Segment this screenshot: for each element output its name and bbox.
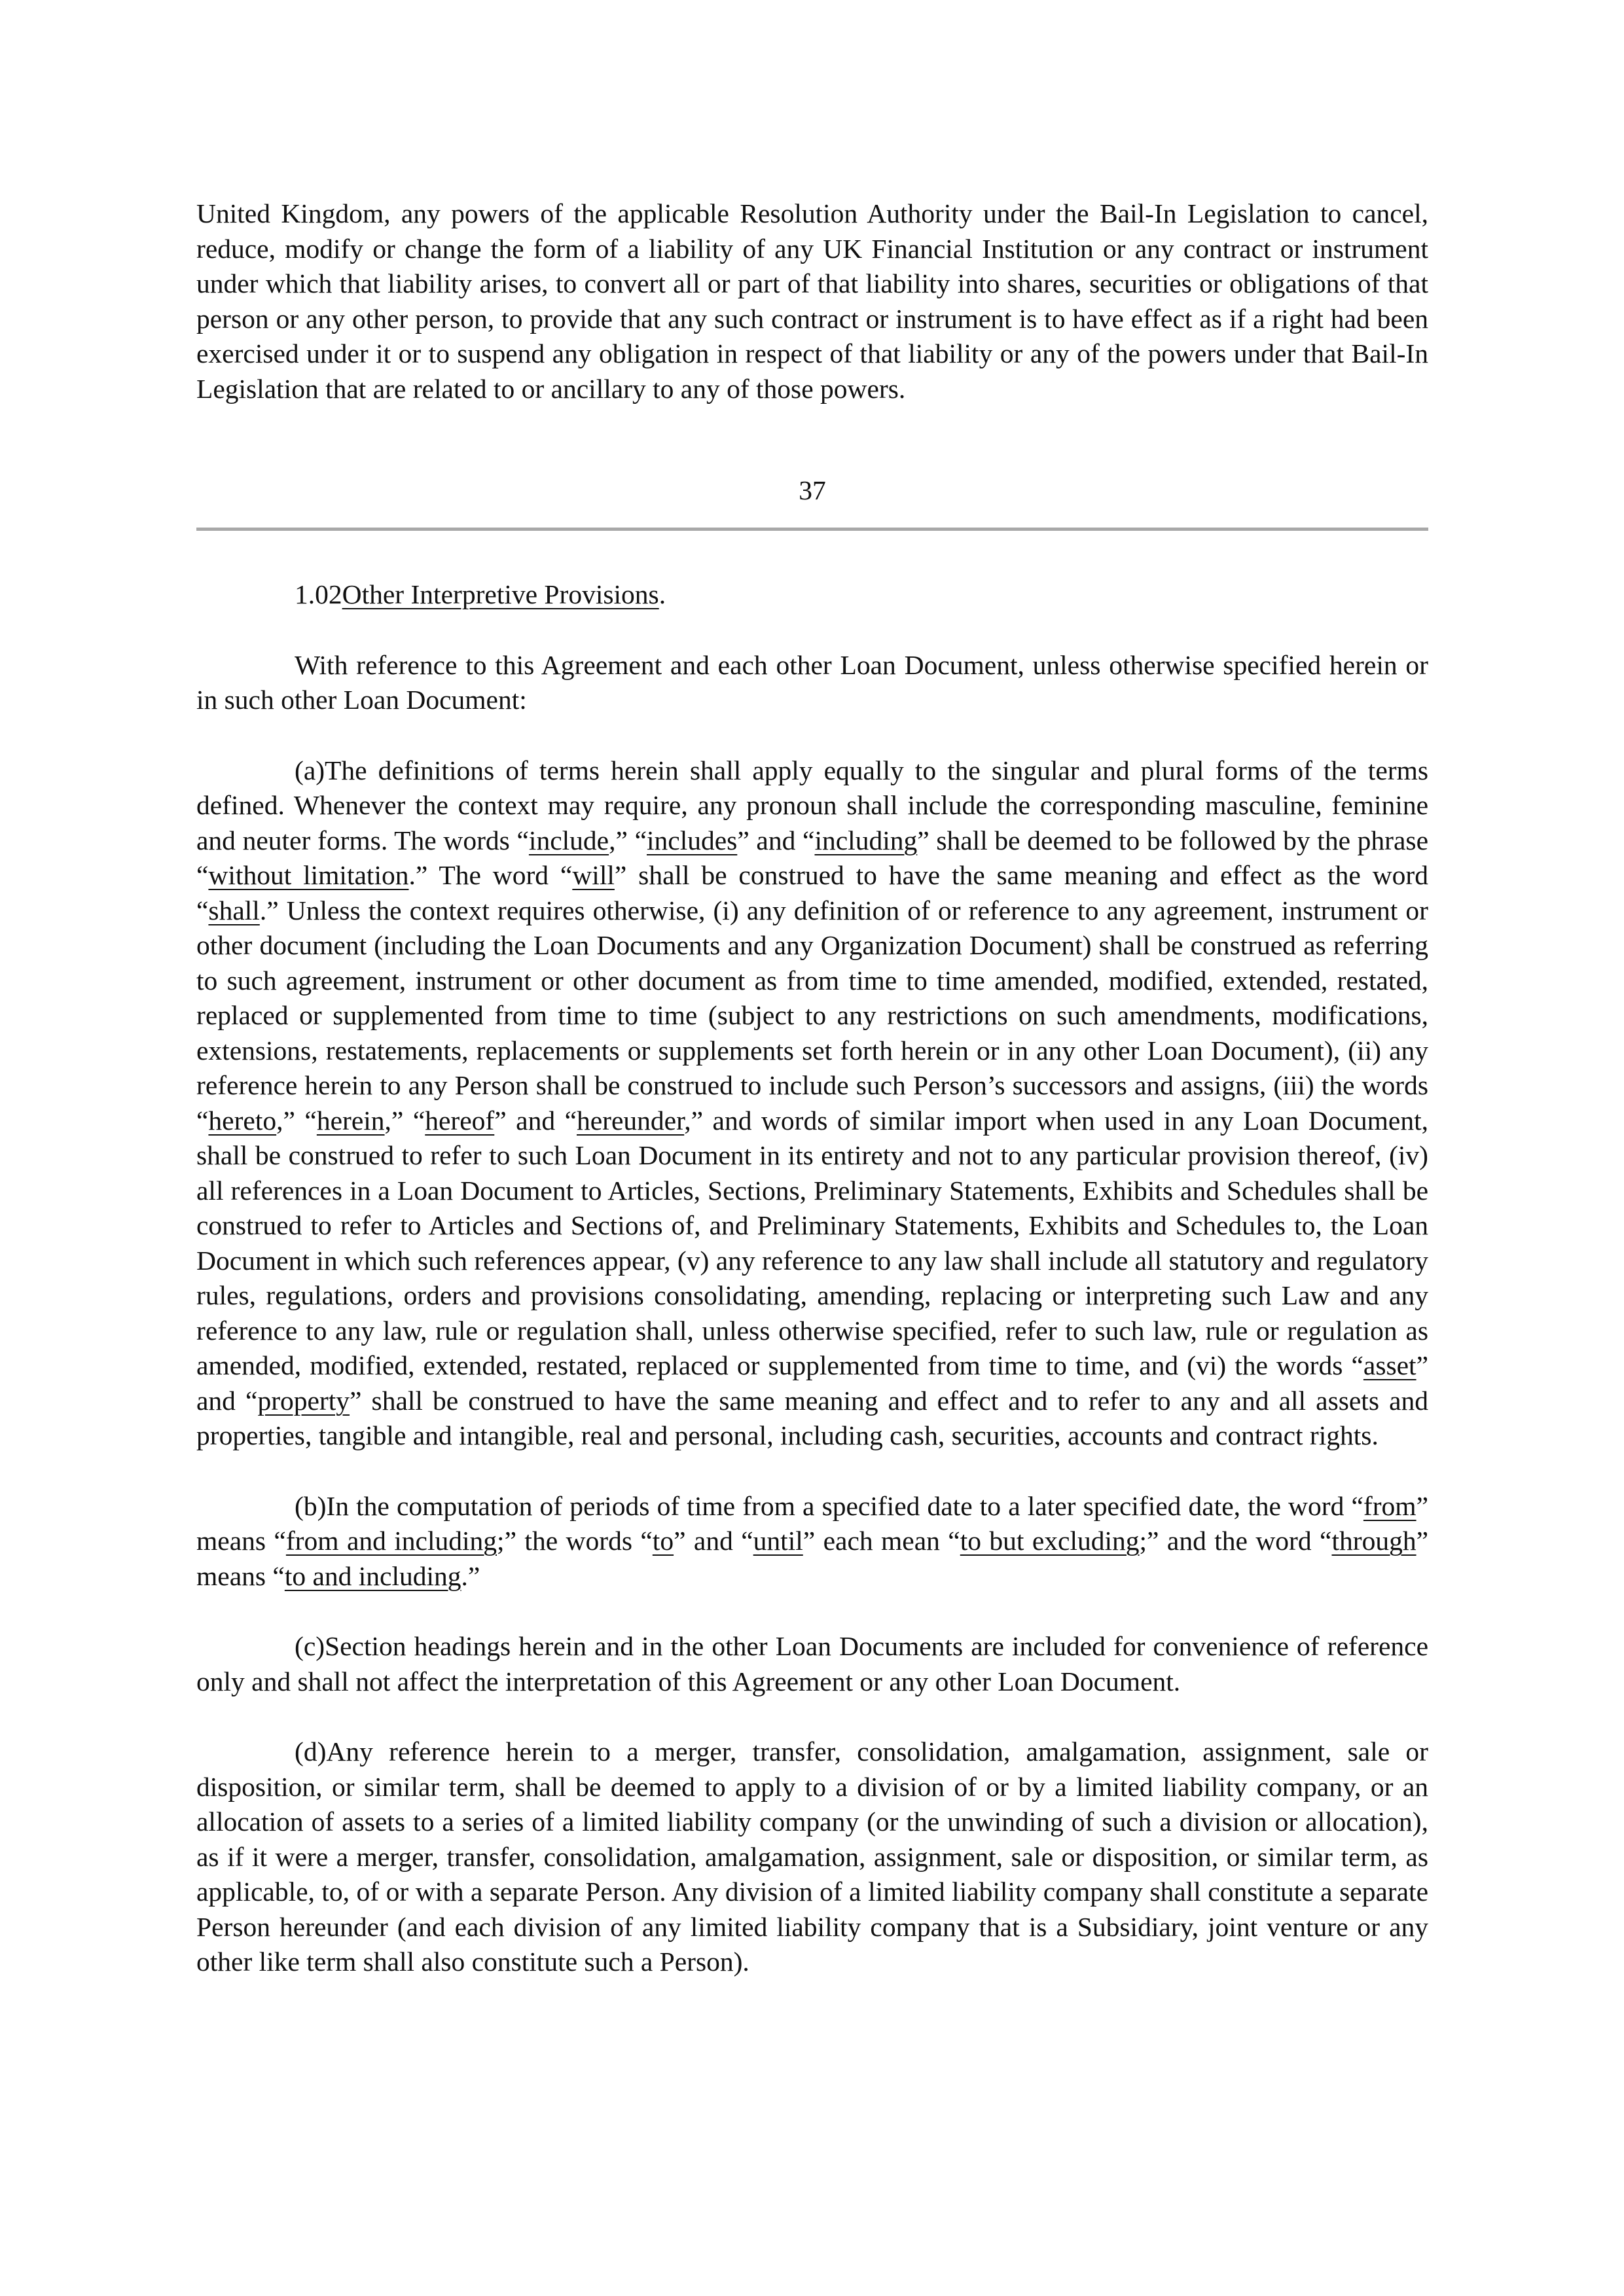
defined-term: from and including: [285, 1526, 497, 1556]
section-title: Other Interpretive Provisions: [342, 579, 659, 609]
defined-term: through: [1331, 1526, 1416, 1556]
defined-term: herein: [316, 1105, 385, 1136]
defined-term: property: [257, 1385, 350, 1416]
document-page: [196, 0, 1428, 2296]
clause-a: (a)The definitions of terms herein shall apply equally to the singular and plural forms of the terms defined. Whenever the context may require, any pronoun shall include the corresponding masculine, feminine and neuter forms. The words “include,” “includes” and “including” shall be deemed to be followed by the phrase “without limitation.” The word “will” shall be construed to have the same meaning and effect as the word “shall.” Unless the context requires otherwise, (i) any definition of or reference to any agreement, instrument or other document (including the Loan Documents and any Organization Document) shall be construed as referring to such agreement, instrument or other document as from time to time amended, modified, extended, restated, replaced or supplemented from time to time (subject to any restrictions on such amendments, modifications, extensions, restatements, replacements or supplements set forth herein or in any other Loan Document), (ii) any reference herein to any Person shall be construed to include such Person’s successors and assigns, (iii) the words “hereto,” “herein,” “hereof” and “hereunder,” and words of similar import when used in any Loan Document, shall be construed to refer to such Loan Document in its entirety and not to any particular provision thereof, (iv) all references in a Loan Document to Articles, Sections, Preliminary Statements, Exhibits and Schedules shall be construed to refer to Articles and Sections of, and Preliminary Statements, Exhibits and Schedules to, the Loan Document in which such references appear, (v) any reference to any law shall include all statutory and regulatory rules, regulations, orders and provisions consolidating, amending, replacing or interpreting such Law and any reference to any law, rule or regulation shall, unless otherwise specified, refer to such law, rule or regulation as amended, modified, extended, restated, replaced or supplemented from time to time, and (vi) the words “asset” and “property” shall be construed to have the same meaning and effect and to refer to any and all assets and properties, tangible and intangible, real and personal, including cash, securities, accounts and contract rights.: [196, 755, 1429, 1450]
defined-term: hereof: [425, 1105, 495, 1136]
defined-term: hereunder: [577, 1105, 685, 1136]
defined-term: from: [1363, 1490, 1416, 1521]
defined-term: include: [528, 825, 609, 855]
page-divider: [196, 528, 1428, 531]
defined-term: includes: [647, 825, 738, 855]
defined-term: hereto: [208, 1105, 277, 1136]
section-heading: [196, 577, 1428, 613]
defined-term: asset: [1363, 1350, 1416, 1380]
defined-term: to: [652, 1526, 674, 1556]
clause-d: (d)Any reference herein to a merger, transfer, consolidation, amalgamation, assignment, sale or disposition, or similar term, shall be deemed to apply to a division of or by a limited liability company, or an allocation of assets to a series of a limited liability company (or the unwinding of such a division or allocation), as if it were a merger, transfer, consolidation, amalgamation, assignment, sale or disposition, or similar term, as applicable, to, of or with a separate Person. Any division of a limited liability company shall constitute a separate Person hereunder (and each division of any limited liability company that is a Subsidiary, joint venture or any other like term shall also constitute such a Person).: [196, 1736, 1428, 1977]
clause-b: (b)In the computation of periods of time from a specified date to a later specified date, the word “from” means “from and including;” the words “to” and “until” each mean “to but excluding;” and the word “through” means “to and including.”: [196, 1490, 1428, 1591]
defined-term: will: [572, 860, 615, 890]
section-body: [196, 577, 1428, 1980]
defined-term: without limitation: [208, 860, 409, 890]
section-number: 1.02: [295, 579, 342, 609]
section-title-suffix: .: [659, 579, 666, 609]
clause-c: (c)Section headings herein and in the other Loan Documents are included for convenience of reference only and shall not affect the interpretation of this Agreement or any other Loan Document.: [196, 1631, 1428, 1696]
defined-term: to but excluding: [960, 1526, 1140, 1556]
defined-term: shall: [208, 895, 260, 925]
defined-term: including: [814, 825, 918, 855]
defined-term: until: [753, 1526, 803, 1556]
defined-term: to and including: [284, 1560, 461, 1591]
continued-paragraph: United Kingdom, any powers of the applicable Resolution Authority under the Bail-In Legislation to cancel, reduce, modify or change the form of a liability of any UK Financial Institution or any contract or instrument under which that liability arises, to convert all or part of that liability into shares, securities or obligations of that person or any other person, to provide that any such contract or instrument is to have effect as if a right had been exercised under it or to suspend any obligation in respect of that liability or any of the powers under that Bail-In Legislation that are related to or ancillary to any of those powers.: [196, 198, 1428, 404]
intro-paragraph: With reference to this Agreement and each other Loan Document, unless otherwise specified herein or in such other Loan Document:: [196, 649, 1428, 715]
page-number: 37: [799, 475, 826, 505]
